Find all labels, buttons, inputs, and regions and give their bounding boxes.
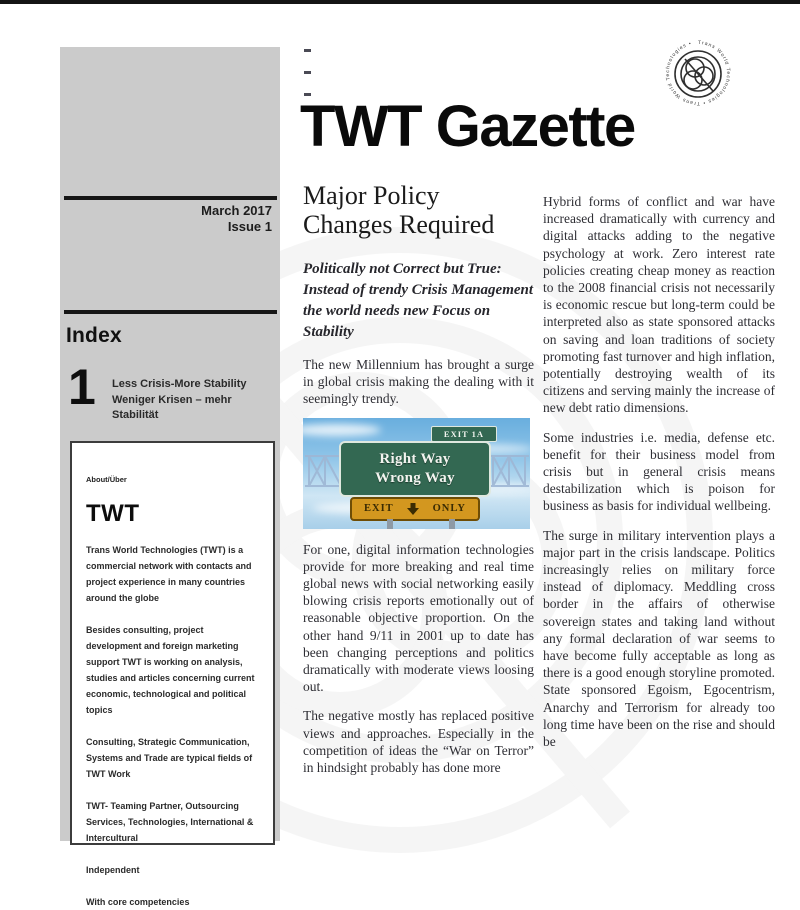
- about-paragraph: Trans World Technologies (TWT) is a commercial network with contacts and project experience in many countries around the globe: [86, 545, 252, 603]
- sign-post: [387, 519, 393, 529]
- sign-exit-only: [350, 497, 480, 521]
- logo-ring-text: Trans World Technologies • Trans World Technologies •: [664, 39, 732, 107]
- article-paragraph: The surge in military intervention plays a major part in the crisis landscape. Politics increasingly relies on military force instead of diplomacy. Meddling cross border in the affairs of otherwise sovereign states and taking land without any formal declaration of war seems to have become fully acceptable as long as there is a good enough storyline promoted. State sponsored Egoism, Egocentrism, Anarchy and Terrorism for already too long time have been on the rise and should be: [543, 527, 775, 750]
- sign-line-2: Wrong Way: [375, 469, 455, 486]
- article-paragraph: The negative mostly has replaced positive views and approaches. Especially in the competition of ideas the “War on Terror” in hindsight probably has done more: [303, 708, 534, 776]
- bullet-dot: [304, 49, 311, 52]
- about-paragraph: Independent: [86, 865, 140, 875]
- road-sign-image: [303, 418, 530, 529]
- about-label: About/Über: [86, 475, 127, 484]
- index-entry-line: Stabilität: [112, 409, 159, 421]
- standfirst: Politically not Correct but True: Instead of trendy Crisis Management the world needs new Focus on Stability: [303, 261, 534, 340]
- sign-exit-tab: EXIT 1A: [431, 426, 497, 442]
- sign-only-label: ONLY: [432, 503, 466, 515]
- sign-exit-label: EXIT: [364, 503, 394, 515]
- article-paragraph: Hybrid forms of conflict and war have increased dramatically with currency and digital attacks adding to the negative psychology at work. Zero interest rate policies creating cheap money as reaction to the 2008 financial crisis not necessarily is economic rescue but long-term could be interpreted also as state sponsored attacks on saving and loan traditions of society promoting fast turnover and high inflation, potentially destroying wealth of its citizens and serving mainly the increase of new debt ratio dimensions.: [543, 194, 775, 416]
- index-entry-text[interactable]: [112, 377, 262, 424]
- index-title: Index: [66, 324, 122, 347]
- headline: Major Policy Changes Required: [303, 181, 495, 239]
- about-paragraph: TWT- Teaming Partner, Outsourcing Services, Technologies, International & Intercultural: [86, 801, 254, 843]
- masthead-title: TWT Gazette: [300, 94, 635, 159]
- about-paragraph: Besides consulting, project development and foreign marketing support TWT is working on analysis, studies and articles concerning current economic, technological and political topics: [86, 625, 255, 715]
- about-paragraph: Consulting, Strategic Communication, Systems and Trade are typical fields of TWT Work: [86, 737, 253, 779]
- issue-number: Issue 1: [227, 219, 272, 234]
- down-arrow-icon: [405, 502, 421, 516]
- about-paragraph: With core competencies: [86, 897, 190, 907]
- issue-date: March 2017: [201, 203, 272, 218]
- sign-line-1: Right Way: [379, 450, 451, 467]
- sign-main: [339, 441, 491, 497]
- index-entry-line: Less Crisis-More Stability: [112, 378, 247, 390]
- twt-logo-icon: [658, 33, 738, 113]
- article-paragraph: Some industries i.e. media, defense etc. benefit for their business model from crisis but in general crisis means destabilization which is poison for business as basis for individual wellbeing.: [543, 429, 775, 514]
- about-title: TWT: [86, 500, 140, 527]
- article-column-1: [303, 181, 534, 776]
- sidebar-divider: [64, 196, 277, 200]
- article-paragraph: The new Millennium has brought a surge in global crisis making the dealing with it seemingly trendy.: [303, 357, 534, 407]
- about-box: [70, 441, 275, 907]
- index-entry-line: Weniger Krisen – mehr: [112, 393, 232, 406]
- bullet-dot: [304, 71, 311, 74]
- article-column-2: [543, 193, 775, 750]
- sidebar-divider: [64, 310, 277, 314]
- issue-block: [64, 203, 272, 235]
- sign-post: [449, 519, 455, 529]
- index-entry-number: 1: [68, 359, 96, 415]
- article-paragraph: For one, digital information technologies provide for more breaking and real time global news with social networking easily blowing crisis reports emotionally out of reasonable objective proportion. On the other hand 9/11 in 2001 up to date has been changing perceptions and politics dramatically with moderate views loosing out.: [303, 541, 534, 695]
- top-rule: [0, 0, 800, 4]
